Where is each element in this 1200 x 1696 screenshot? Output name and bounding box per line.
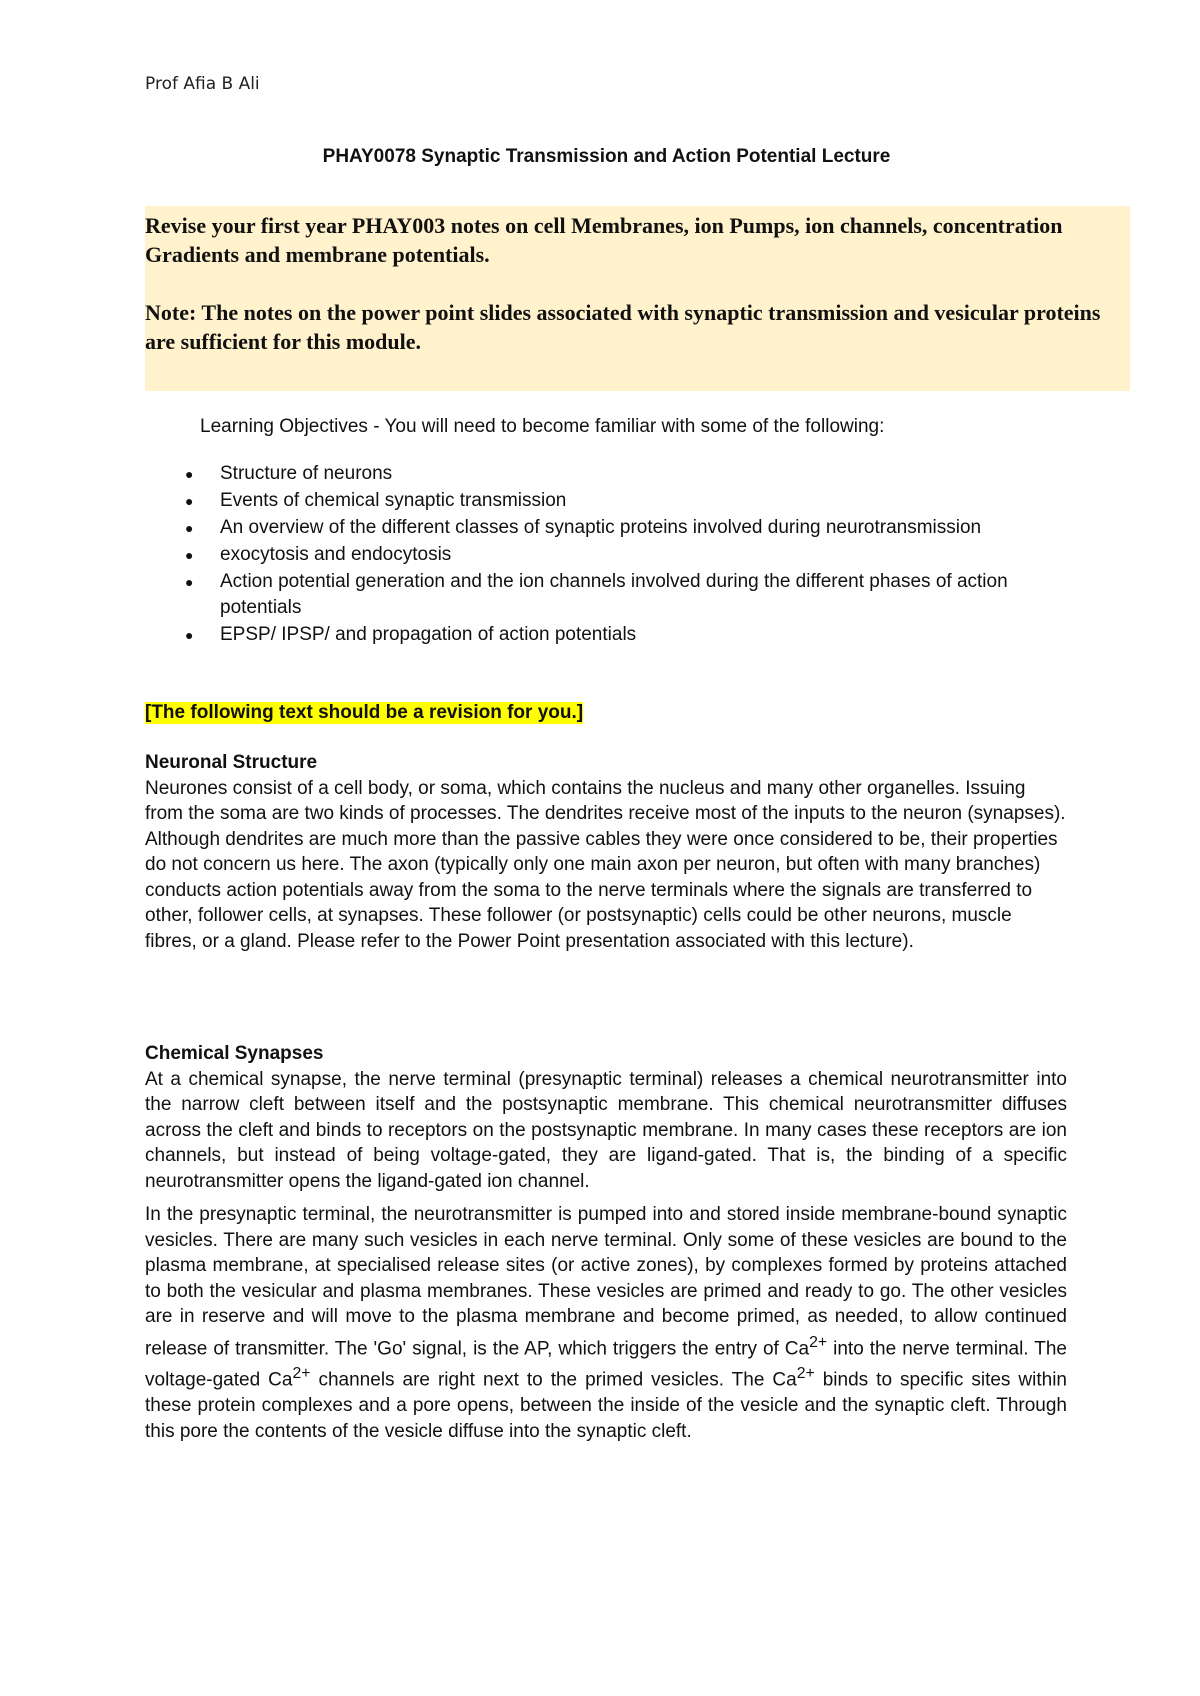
list-item-text: Events of chemical synaptic transmission [220, 490, 567, 511]
bullet-icon: ● [185, 520, 194, 536]
section-heading: Chemical Synapses [145, 1043, 324, 1064]
document-title: PHAY0078 Synaptic Transmission and Action Potential Lecture [322, 146, 891, 167]
bullet-icon: ● [185, 547, 194, 563]
list-item-text: exocytosis and endocytosis [220, 544, 452, 565]
neuronal-structure-section [145, 750, 1067, 954]
chemical-synapses-section [145, 1041, 1067, 1444]
section-heading: Neuronal Structure [145, 752, 318, 773]
revision-note-box [145, 206, 1130, 391]
list-item [145, 461, 1075, 487]
list-item-text: Action potential generation and the ion channels involved during the different phases of action potentials [220, 571, 1008, 618]
note-box-line-1: Revise your first year PHAY003 notes on cell Membranes, ion Pumps, ion channels, concentration Gradients and membrane potentials. [145, 213, 1063, 267]
bullet-icon: ● [185, 466, 194, 482]
learning-objectives-intro: Learning Objectives - You will need to become familiar with some of the following: [200, 416, 885, 437]
list-item [145, 622, 1075, 648]
list-item [145, 569, 1075, 621]
list-item-text: EPSP/ IPSP/ and propagation of action potentials [220, 624, 637, 645]
superscript: 2+ [796, 1365, 815, 1383]
note-box-line-2: Note: The notes on the power point slides associated with synaptic transmission and vesicular proteins are sufficient for this module. [145, 300, 1101, 354]
superscript: 2+ [292, 1365, 311, 1383]
superscript: 2+ [809, 1333, 828, 1351]
list-item [145, 488, 1075, 514]
paragraph-text: into the nerve terminal. The voltage-gated Ca [145, 1337, 1067, 1391]
bullet-icon: ● [185, 627, 194, 643]
section-paragraph-2 [145, 1202, 1067, 1444]
list-item-text: Structure of neurons [220, 463, 393, 484]
author-header: Prof Afia B Ali [145, 74, 260, 94]
list-item [145, 542, 1075, 568]
list-item-text: An overview of the different classes of synaptic proteins involved during neurotransmission [220, 517, 982, 538]
learning-objectives-list [145, 461, 1075, 649]
bullet-icon: ● [185, 493, 194, 509]
revision-highlight: [The following text should be a revision for you.] [145, 702, 584, 723]
paragraph-text: binds to specific sites within these protein complexes and a pore opens, between the inside of the vesicle and the synaptic cleft. Through this pore the contents of the vesicle diffuse into the synaptic cleft. [145, 1369, 1067, 1442]
section-paragraph-1: At a chemical synapse, the nerve terminal (presynaptic terminal) releases a chemical neurotransmitter into the narrow cleft between itself and the postsynaptic membrane. This chemical neurotransmitter diffuses across the cleft and binds to receptors on the postsynaptic membrane. In many cases these receptors are ion channels, but instead of being voltage-gated, they are ligand-gated. That is, the binding of a specific neurotransmitter opens the ligand-gated ion channel. [145, 1068, 1067, 1192]
section-body: Neurones consist of a cell body, or soma, which contains the nucleus and many other organelles. Issuing from the soma are two kinds of processes. The dendrites receive most of the inputs to the neuron (synapses). Although dendrites are much more than the passive cables they were once considered to be, their properties do not concern us here. The axon (typically only one main axon per neuron, but often with many branches) conducts action potentials away from the soma to the nerve terminals where the signals are transferred to other, follower cells, at synapses. These follower (or postsynaptic) cells could be other neurons, muscle fibres, or a gland. Please refer to the Power Point presentation associated with this lecture). [145, 777, 1066, 952]
bullet-icon: ● [185, 574, 194, 590]
list-item [145, 515, 1075, 541]
paragraph-text: channels are right next to the primed vesicles. The Ca [310, 1369, 797, 1391]
paragraph-text: In the presynaptic terminal, the neurotransmitter is pumped into and stored inside membrane-bound synaptic vesicles. There are many such vesicles in each nerve terminal. Only some of these vesicles are bound to the plasma membrane, at specialised release sites (or active zones), by complexes formed by proteins attached to both the vesicular and plasma membranes. These vesicles are primed and ready to go. The other vesicles are in reserve and will move to the plasma membrane and become primed, as needed, to allow continued release of transmitter. The 'Go' signal, is the AP, which triggers the entry of Ca [145, 1204, 1067, 1359]
